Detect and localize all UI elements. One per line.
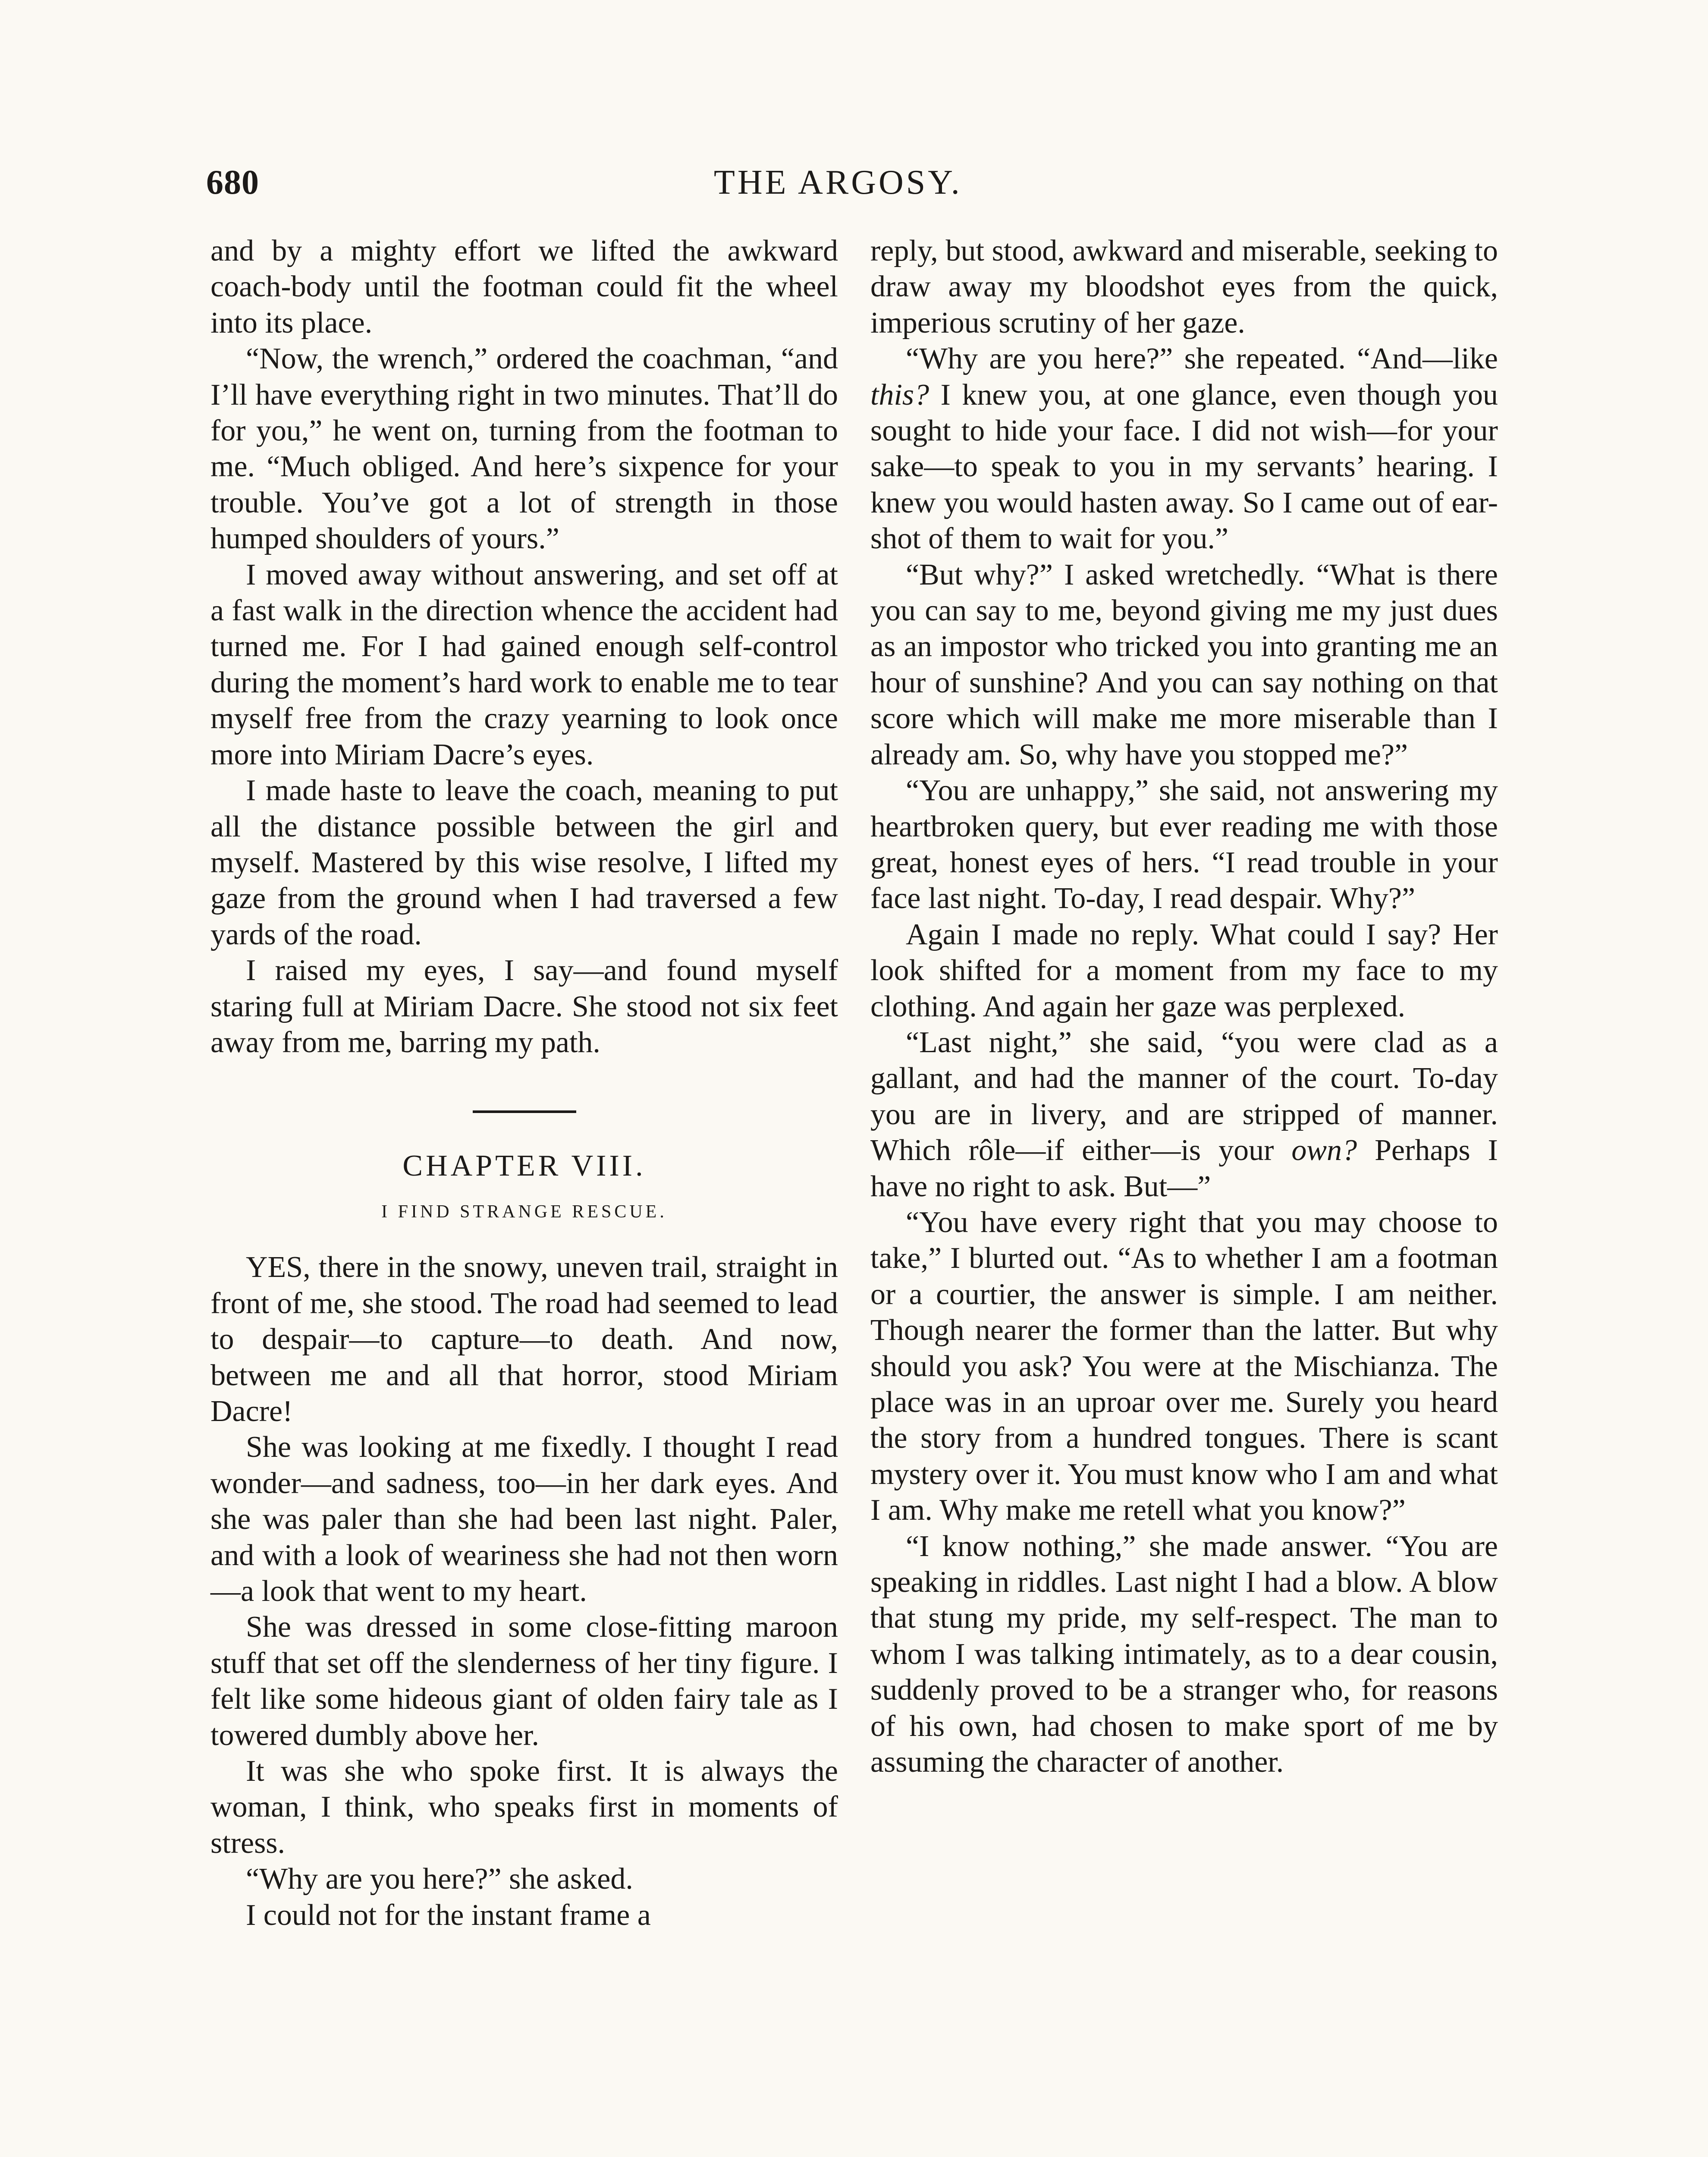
- paragraph: “Why are you here?” she asked.: [246, 1862, 633, 1896]
- paragraph: She was dressed in some close-fitting maroon stuff that set off the slenderness of her tiny figure. I felt like some hideous giant of olden fairy tale as I towered dumbly above her.: [210, 1610, 838, 1752]
- section-divider: [473, 1110, 576, 1113]
- paragraph: I could not for the instant frame a: [246, 1898, 651, 1932]
- text-run: I knew you, at one glance, even though you sought to hide your face. I did not wish—for your sake—to speak to you in my servants’ hearing. I knew you would hasten away. So I came out of ear-shot of them to wait for you.”: [870, 378, 1498, 556]
- paragraph: “You are unhappy,” she said, not answering my heartbroken query, but ever reading me with those great, honest eyes of hers. “I read trouble in your face last night. To-day, I read despair. Why?”: [870, 774, 1498, 915]
- paragraph: “You have every right that you may choose to take,” I blurted out. “As to whether I am a footman or a courtier, the answer is simple. I am neither. Though nearer the former than the latter. But why should you ask? You were at the Mischianza. The place was in an uproar over me. Surely you heard the story from a hundred tongues. There is scant mystery over it. You must know who I am and what I am. Why make me retell what you know?”: [870, 1205, 1498, 1527]
- paragraph: [870, 341, 1498, 557]
- paragraph: and by a mighty effort we lifted the awkward coach-body until the footman could fit the wheel into its place.: [210, 234, 838, 340]
- paragraph: YES, there in the snowy, uneven trail, straight in front of me, she stood. The road had seemed to lead to despair—to capture—to death. And now, between me and all that horror, stood Miriam Dacre!: [210, 1251, 838, 1428]
- paragraph: “Now, the wrench,” ordered the coachman, “and I’ll have everything right in two minutes. That’ll do for you,” he went on, turning from the footman to me. “Much obliged. And here’s sixpence for your trouble. You’ve got a lot of strength in those humped shoulders of yours.”: [210, 342, 838, 556]
- paragraph: “But why?” I asked wretchedly. “What is there you can say to me, beyond giving me my just dues as an impostor who tricked you into granting me an hour of sunshine? And you can say nothing on that score which will make me more miserable than I already am. So, why have you stopped me?”: [870, 558, 1498, 771]
- paragraph: “I know nothing,” she made answer. “You are speaking in riddles. Last night I had a blow. A blow that stung my pride, my self-respect. The man to whom I was talking intimately, as to a dear cousin, suddenly proved to be a stranger who, for reasons of his own, had chosen to make sport of me by assuming the character of another.: [870, 1529, 1498, 1779]
- paragraph: She was looking at me fixedly. I thought I read wonder—and sadness, too—in her dark eyes. And she was paler than she had been last night. Paler, and with a look of weariness she had not then worn—a look that went to my heart.: [210, 1431, 838, 1608]
- text-run: “Why are you here?” she repeated. “And—like: [906, 342, 1498, 376]
- chapter-title: CHAPTER VIII.: [402, 1149, 646, 1183]
- right-column: [870, 233, 1498, 1780]
- emphasis: this?: [870, 378, 929, 412]
- emphasis: own?: [1291, 1134, 1357, 1167]
- text-run: Perhaps I have no right to ask. But—”: [870, 1134, 1498, 1203]
- paragraph: It was she who spoke first. It is always the woman, I think, who speaks first in moments of stress.: [210, 1755, 838, 1860]
- left-column: [210, 233, 838, 1933]
- page-number: 680: [206, 164, 259, 201]
- text-run: “Last night,” she said, “you were clad as a gallant, and had the manner of the court. To-day you are in livery, and are stripped of manner. Which rôle—if either—is your: [870, 1025, 1498, 1167]
- paragraph: reply, but stood, awkward and miserable, seeking to draw away my bloodshot eyes from the quick, imperious scrutiny of her gaze.: [870, 234, 1498, 340]
- chapter-subtitle: I FIND STRANGE RESCUE.: [381, 1202, 667, 1222]
- running-head: THE ARGOSY.: [714, 164, 962, 201]
- paragraph: I made haste to leave the coach, meaning to put all the distance possible between the girl and myself. Mastered by this wise resolve, I lifted my gaze from the ground when I had traversed a few yards of the road.: [210, 774, 838, 951]
- paragraph: I moved away without answering, and set off at a fast walk in the direction whence the accident had turned me. For I had gained enough self-control during the moment’s hard work to enable me to tear myself free from the crazy yearning to look once more into Miriam Dacre’s eyes.: [210, 558, 838, 771]
- paragraph: [870, 1025, 1498, 1204]
- paragraph: Again I made no reply. What could I say? Her look shifted for a moment from my face to my clothing. And again her gaze was perplexed.: [870, 918, 1498, 1023]
- paragraph: I raised my eyes, I say—and found myself staring full at Miriam Dacre. She stood not six feet away from me, barring my path.: [210, 954, 838, 1059]
